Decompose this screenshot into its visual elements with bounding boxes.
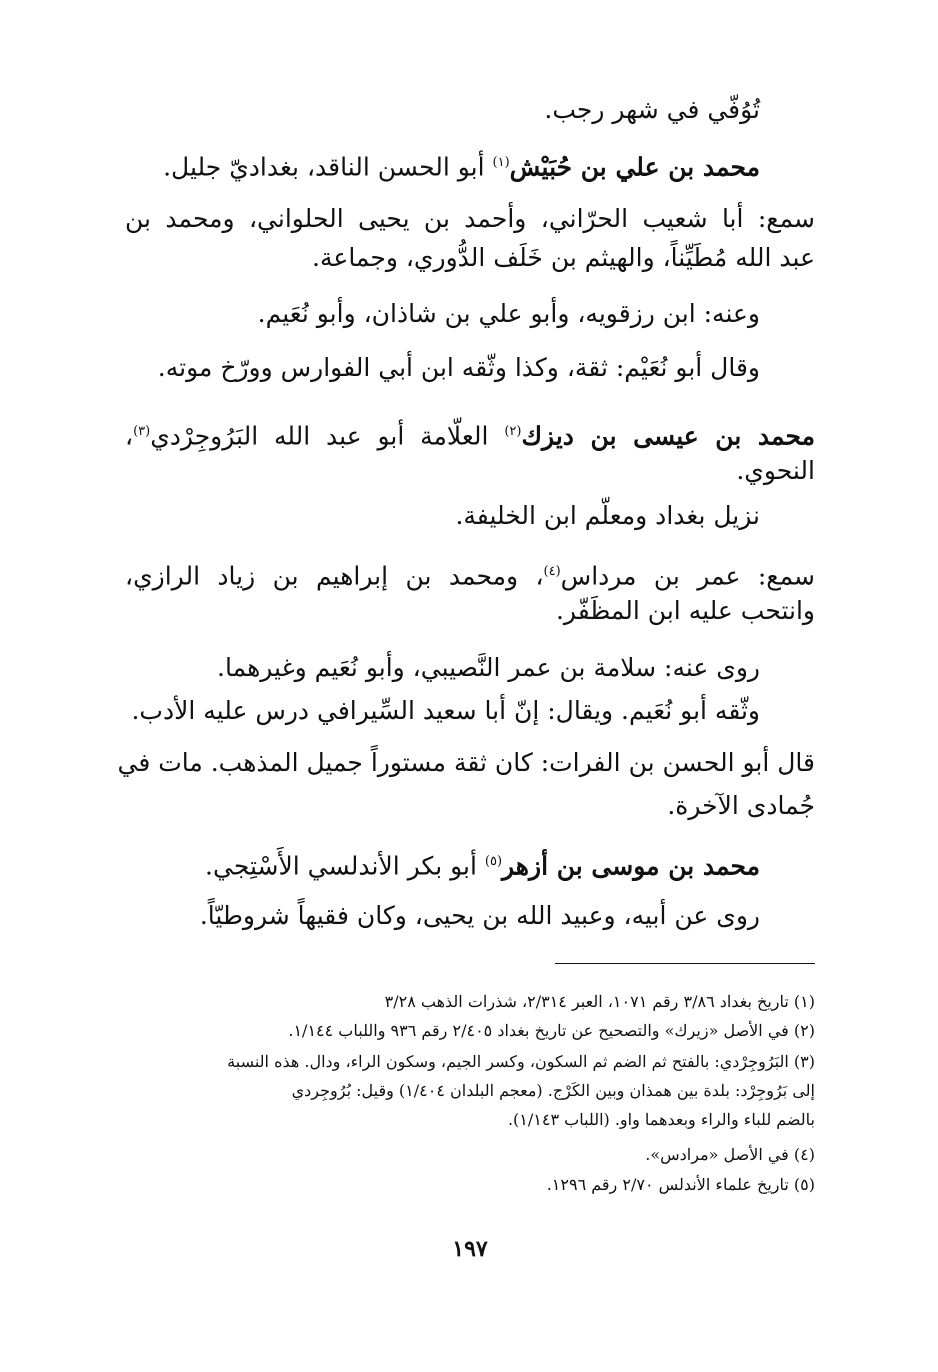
text-span: العلّامة أبو عبد الله البَرُوجِرْدي: [150, 421, 505, 451]
text-span: النحوي.: [736, 456, 815, 485]
entry-name: محمد بن علي بن حُبَيْش: [509, 152, 760, 182]
text-span: روى عنه: سلامة بن عمر النَّصيبي، وأبو نُعَيم وغيرهما.: [217, 653, 760, 682]
footnote: (٥) تاريخ علماء الأندلس ٢/٧٠ رقم ١٢٩٦.: [546, 1175, 815, 1194]
text-line: [455, 500, 760, 532]
footnote-ref: (٢): [504, 424, 522, 439]
footnote-separator: [555, 963, 815, 964]
text-span: وانتحب عليه ابن المظَفّر.: [555, 596, 815, 625]
text-line: [125, 203, 815, 235]
entry-name: محمد بن موسى بن أزهر: [502, 851, 760, 881]
text-line: [312, 242, 815, 274]
text-span: سمع: أبا شعيب الحرّاني، وأحمد بن يحيى الحلواني، ومحمد بن: [125, 204, 815, 233]
footnote-ref: (١): [492, 155, 510, 170]
text-span: وثّقه أبو نُعَيم. ويقال: إنّ أبا سعيد السِّيرافي درس عليه الأدب.: [131, 696, 760, 725]
text-span: وقال أبو نُعَيْم: ثقة، وكذا وثّقه ابن أبي الفوارس وورّخ موته.: [157, 353, 760, 382]
footnote: (١) تاريخ بغداد ٣/٨٦ رقم ١٠٧١، العبر ٢/٣١٤، شذرات الذهب ٣/٢٨: [384, 992, 815, 1011]
footnote: بالضم للباء والراء وبعدهما واو. (اللباب ١/١٤٣).: [507, 1110, 815, 1129]
text-span: وعنه: ابن رزقويه، وأبو علي بن شاذان، وأبو نُعَيم.: [257, 299, 760, 328]
footnote-ref: (٥): [484, 854, 503, 869]
text-line: [117, 747, 815, 779]
text-line: [736, 455, 815, 487]
footnote: (٤) في الأصل «مرادس».: [645, 1145, 815, 1164]
text-span: تُوُفّي في شهر رجب.: [544, 95, 760, 124]
text-line: [200, 900, 760, 932]
entry-heading: [163, 147, 760, 183]
text-span: أبو الحسن الناقد، بغداديّ جليل.: [163, 152, 493, 182]
entry-heading: [125, 416, 815, 452]
text-span: ،: [125, 421, 134, 451]
text-span: نزيل بغداد ومعلّم ابن الخليفة.: [455, 501, 760, 530]
text-line: [556, 595, 815, 627]
entry-heading: [205, 846, 760, 882]
footnote: (٣) البَرُوجِرْدي: بالفتح ثم الضم ثم السكون، وكسر الجيم، وسكون الراء، ودال. هذه النسبة: [227, 1052, 815, 1071]
text-line: [131, 695, 760, 727]
text-span: جُمادى الآخرة.: [667, 791, 815, 820]
page-number: ١٩٧: [452, 1236, 488, 1262]
text-span: أبو بكر الأندلسي الأَسْتِجي.: [205, 851, 485, 881]
text-line: [544, 94, 760, 126]
text-span: قال أبو الحسن بن الفرات: كان ثقة مستوراً جميل المذهب. مات في: [117, 748, 815, 777]
footnote: إلى بَرُوجِرْد: بلدة بين همذان وبين الكَرْج. (معجم البلدان ١/٤٠٤) وقيل: بُرُوجِردي: [291, 1081, 815, 1100]
text-line: [125, 556, 815, 592]
text-line: [258, 298, 760, 330]
footnote-ref: (٣): [133, 424, 151, 439]
footnote-ref: (٤): [543, 564, 561, 579]
text-line: [217, 652, 760, 684]
text-span: ، ومحمد بن إبراهيم بن زياد الرازي،: [125, 561, 544, 591]
text-span: عبد الله مُطَيِّناً، والهيثم بن خَلَف الدُّوري، وجماعة.: [312, 243, 815, 272]
text-line: [667, 790, 815, 822]
text-span: روى عن أبيه، وعبيد الله بن يحيى، وكان فقيهاً شروطيّاً.: [199, 901, 760, 930]
entry-name: محمد بن عيسى بن ديزك: [521, 421, 815, 451]
footnote: (٢) في الأصل «زيرك» والتصحيح عن تاريخ بغداد ٢/٤٠٥ رقم ٩٣٦ واللباب ١/١٤٤.: [288, 1021, 815, 1040]
text-span: سمع: عمر بن مرداس: [560, 561, 815, 591]
text-line: [158, 352, 760, 384]
